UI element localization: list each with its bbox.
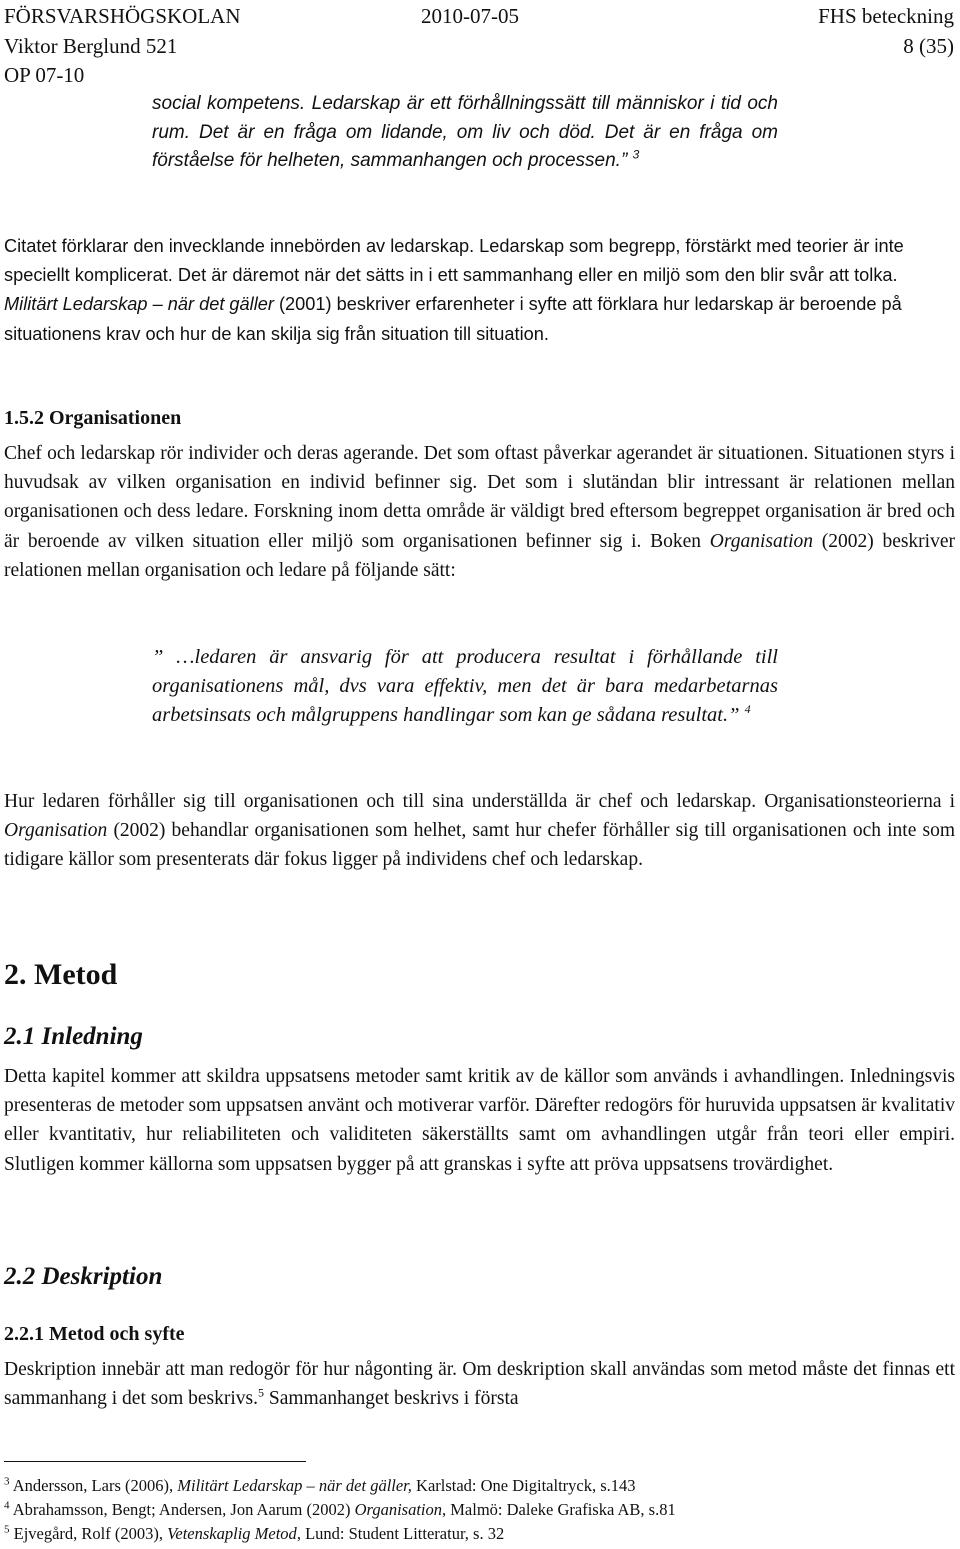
footnote-3-title: Militärt Ledarskap – när det gäller, [177, 1476, 412, 1495]
header-author: Viktor Berglund 521 [4, 34, 178, 58]
paragraph-3 [4, 787, 955, 875]
section-heading-2-2-1: 2.2.1 Metod och syfte [4, 1323, 185, 1345]
footnote-3-author: Andersson, Lars (2006), [12, 1476, 174, 1495]
paragraph-5-part2: Sammanhanget beskrivs i första [268, 1388, 519, 1410]
paragraph-2-title: Organisation [709, 530, 814, 552]
paragraph-1-part2: (2001) beskriver erfarenheter i syfte att förklara hur ledarskap är beroende på situationens krav och hur de kan skilja sig från situation till situation. [4, 294, 902, 344]
block-quote-2-text: ” …ledaren är ansvarig för att producera resultat i förhållande till organisationens mål, dvs vara effektiv, men det är bara medarbetarnas arbetsinsats och målgruppens handlingar som kan ge sådana resultat.” [152, 646, 778, 726]
footnote-4-number: 4 [4, 1499, 10, 1512]
section-heading-2-2: 2.2 Deskription [4, 1263, 163, 1290]
footnote-ref-3: 3 [632, 147, 640, 162]
footnote-4 [4, 1500, 676, 1520]
header-course: OP 07-10 [4, 63, 85, 87]
block-quote-1 [152, 90, 778, 176]
header-institution: FÖRSVARSHÖGSKOLAN [4, 4, 241, 28]
footnote-ref-5: 5 [258, 1385, 265, 1400]
paragraph-3-part1: Hur ledaren förhåller sig till organisationen och till sina underställda är chef och ledarskap. Organisationsteorierna i [4, 791, 955, 812]
footnote-3-publisher: Karlstad: One Digitaltryck, s.143 [416, 1476, 636, 1495]
footnote-4-title: Organisation [354, 1500, 442, 1519]
block-quote-1-text: social kompetens. Ledarskap är ett förhållningssätt till människor i tid och rum. Det är en fråga om lidande, om liv och död. Det är en fråga om förståelse för helheten, sammanhangen och processen.” [152, 93, 778, 171]
footnote-separator [4, 1461, 306, 1462]
footnote-4-publisher: , Malmö: Daleke Grafiska AB, s.81 [442, 1500, 676, 1519]
paragraph-2-part2: (2002) beskriver relationen mellan organisation och ledare på följande sätt: [4, 530, 955, 581]
paragraph-1-title: Militärt Ledarskap – när det gäller [4, 294, 274, 315]
footnote-5-title: Vetenskaplig Metod [167, 1524, 297, 1543]
paragraph-3-title: Organisation [4, 820, 108, 842]
paragraph-2-part1: Chef och ledarskap rör individer och deras agerande. Det som oftast påverkar agerandet är situationen. Situationen styrs i huvudsak av vilken organisation en individ befinner sig. Det som i slutändan blir intressant är relationen mellan organisationen och dess ledare. Forskning inom detta område är väldigt bred eftersom begreppet organisation är bred och är beroende av vilken situation eller miljö som organisationen befinner sig i. Boken [4, 443, 955, 552]
block-quote-2 [152, 643, 778, 730]
header-date: 2010-07-05 [421, 4, 519, 28]
footnote-3 [4, 1476, 636, 1496]
header-document-type: FHS beteckning [818, 4, 954, 28]
footnote-3-number: 3 [4, 1475, 10, 1488]
section-heading-2-1: 2.1 Inledning [4, 1023, 143, 1050]
footnote-5-author: Ejvegård, Rolf (2003), [13, 1524, 164, 1543]
paragraph-5 [4, 1355, 955, 1413]
paragraph-1-part1: Citatet förklarar den invecklande innebörden av ledarskap. Ledarskap som begrepp, förstärkt med teorier är inte speciellt komplicerat. Det är däremot när det sätts in i ett sammanhang eller en miljö som den blir svår att tolka. [4, 236, 904, 286]
footnote-ref-4: 4 [744, 702, 751, 717]
section-heading-1-5-2: 1.5.2 Organisationen [4, 407, 182, 429]
chapter-heading-2: 2. Metod [4, 958, 118, 991]
footnote-5 [4, 1524, 504, 1544]
paragraph-4: Detta kapitel kommer att skildra uppsatsens metoder samt kritik av de källor som används i avhandlingen. Inledningsvis presenteras de metoder som uppsatsen använt och motiverar varför. Därefter redogörs för huruvida uppsatsen är kvalitativ eller kvantitativ, hur reliabiliteten och validiteten säkerställts samt om avhandlingen utgår från teori eller empiri. Slutligen kommer källorna som uppsatsen bygger på att granskas i syfte att pröva uppsatsens trovärdighet. [4, 1066, 955, 1175]
footnote-4-author: Abrahamsson, Bengt; Andersen, Jon Aarum (2002) [12, 1500, 351, 1519]
paragraph-1 [4, 232, 955, 349]
paragraph-3-part2: (2002) behandlar organisationen som helhet, samt hur chefer förhåller sig till organisationen och inte som tidigare källor som presenterats där fokus ligger på individens chef och ledarskap. [4, 820, 955, 871]
footnote-5-number: 5 [4, 1523, 10, 1536]
paragraph-2 [4, 439, 955, 585]
footnote-5-publisher: , Lund: Student Litteratur, s. 32 [296, 1524, 505, 1543]
header-page-number: 8 (35) [903, 34, 954, 58]
paragraph-5-part1: Deskription innebär att man redogör för hur någonting är. Om deskription skall användas som metod måste det finnas ett sammanhang i det som beskrivs. [4, 1359, 955, 1410]
